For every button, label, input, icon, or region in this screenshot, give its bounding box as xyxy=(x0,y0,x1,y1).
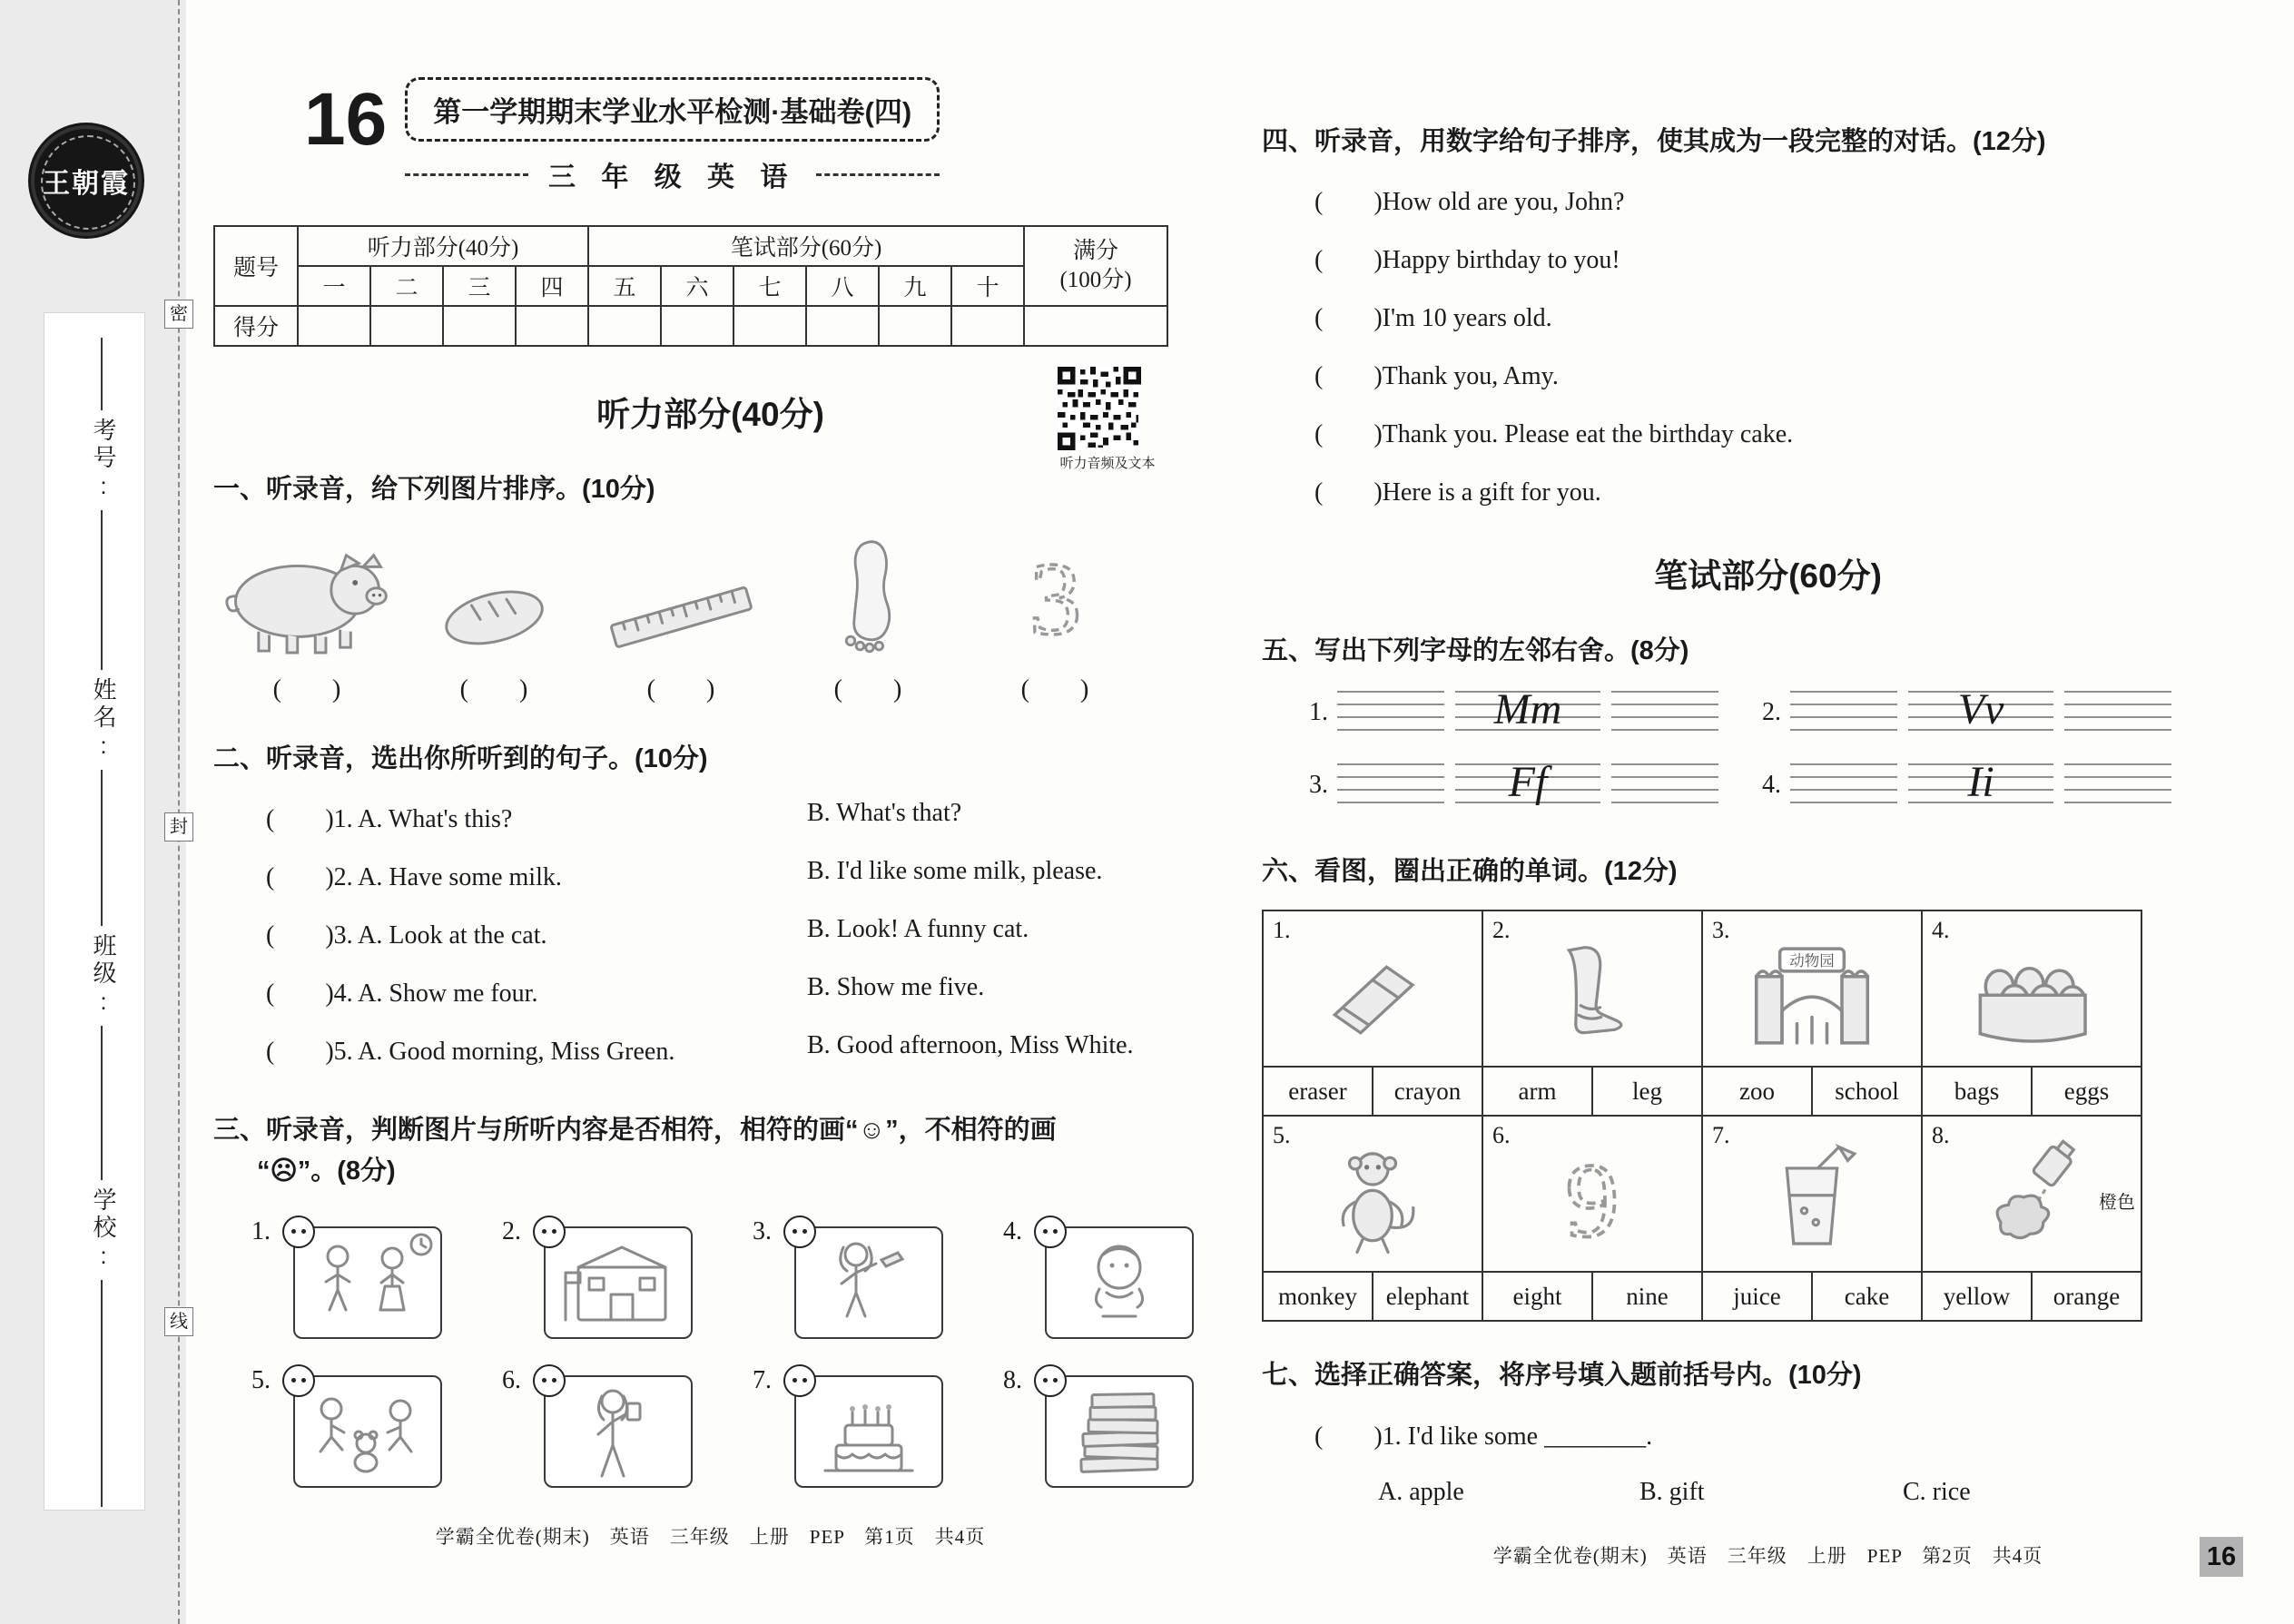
paper-subtitle-row xyxy=(405,154,940,194)
word-option: juice xyxy=(1702,1272,1812,1321)
pig-icon xyxy=(216,541,398,656)
q3-item xyxy=(1003,1216,1194,1339)
score-cell xyxy=(1024,306,1167,346)
q3-item xyxy=(753,1364,943,1488)
score-cell xyxy=(806,306,879,346)
answer-bracket: ( ) xyxy=(459,675,528,704)
face-to-draw xyxy=(533,1216,566,1248)
word-option: bags xyxy=(1922,1067,2032,1116)
girls-playing-icon xyxy=(297,1378,438,1485)
listening-part-header: 听力部分(40分) xyxy=(298,226,588,266)
score-cell xyxy=(298,306,370,346)
woman-drinking-icon xyxy=(547,1378,689,1485)
q4-line xyxy=(1262,414,2274,450)
written-heading-text: 笔试部分(60分) xyxy=(1654,557,1882,595)
face-to-draw xyxy=(1034,1216,1067,1248)
q4-line xyxy=(1262,240,2274,276)
q5-item xyxy=(1762,758,2171,807)
word-option: school xyxy=(1812,1067,1922,1116)
q3-item xyxy=(1003,1364,1194,1488)
q3-item xyxy=(502,1364,693,1488)
class-field: 班级: xyxy=(87,926,121,1026)
model-letters: Vv xyxy=(1957,685,2004,734)
seal-char: 线 xyxy=(164,1307,193,1336)
listening-section-heading xyxy=(213,387,1207,471)
q1-title: 一、听录音，给下列图片排序。(10分) xyxy=(213,475,655,504)
face-to-draw xyxy=(783,1216,816,1248)
option-b: B. What's that? xyxy=(807,799,962,828)
col-1: 一 xyxy=(298,266,370,306)
q6-image-cell xyxy=(1482,1116,1702,1272)
word-option: cake xyxy=(1812,1272,1922,1321)
model-letters: Mm xyxy=(1493,685,1562,734)
number-nine-icon xyxy=(1534,1139,1650,1259)
foot-icon xyxy=(833,536,902,656)
option-a: A. Look at the cat. xyxy=(358,921,547,950)
q3-item xyxy=(502,1216,693,1339)
face-to-draw xyxy=(282,1216,315,1248)
q6-image-cell xyxy=(1263,910,1482,1067)
word-option: crayon xyxy=(1373,1067,1482,1116)
q5-title: 五、写出下列字母的左邻右舍。(8分) xyxy=(1262,636,1689,666)
score-cell xyxy=(588,306,661,346)
item-number: 8. xyxy=(1932,1122,1950,1149)
paper-subtitle: 三 年 级 英 语 xyxy=(548,162,797,192)
eraser-icon xyxy=(1313,935,1433,1055)
qr-caption: 听力音频及文本 xyxy=(1059,456,1156,471)
seal-char: 封 xyxy=(164,812,193,842)
svg-text:3: 3 xyxy=(1029,544,1082,656)
word-option: yellow xyxy=(1922,1272,2032,1321)
q7-item: ( )1. I'd like some ________. xyxy=(1314,1422,1653,1451)
score-cell xyxy=(661,306,733,346)
item-number: 3. xyxy=(1712,917,1730,944)
q4-line xyxy=(1262,472,2274,508)
svg-text:9: 9 xyxy=(1565,1142,1620,1260)
item-number: 8. xyxy=(1003,1365,1022,1394)
qr-code-icon xyxy=(1058,367,1141,450)
option-b: B. gift xyxy=(1639,1477,1705,1506)
page-1 xyxy=(213,77,1207,1550)
word-option: leg xyxy=(1592,1067,1702,1116)
page-number-badge: 16 xyxy=(2200,1537,2243,1577)
number-three-icon xyxy=(1013,544,1097,656)
answer-bracket: ( ) xyxy=(1314,478,1383,507)
q4-line xyxy=(1262,298,2274,334)
score-table-corner: 题号 xyxy=(214,226,298,306)
q1-item xyxy=(774,520,961,705)
q6-image-cell xyxy=(1482,910,1702,1067)
score-cell xyxy=(516,306,588,346)
item-number: 5. xyxy=(251,1365,271,1394)
name-field: 姓名: xyxy=(87,670,121,770)
leg-icon xyxy=(1534,938,1650,1054)
book-stack-icon xyxy=(1049,1378,1190,1485)
q2-row xyxy=(213,973,1207,1009)
q7-title: 七、选择正确答案，将序号填入题前括号内。(10分) xyxy=(1262,1361,1862,1391)
word-option: eraser xyxy=(1263,1067,1373,1116)
q4-sentence: How old are you, John? xyxy=(1382,188,1625,217)
school-gate-icon xyxy=(547,1229,689,1336)
col-7: 七 xyxy=(733,266,806,306)
option-a: A. apple xyxy=(1378,1477,1464,1506)
score-row-label: 得分 xyxy=(214,306,298,346)
logo-ring xyxy=(41,135,135,230)
option-b: B. Look! A funny cat. xyxy=(807,915,1029,944)
q4-line xyxy=(1262,356,2274,392)
option-a: A. What's this? xyxy=(358,805,513,834)
q5-grid xyxy=(1262,685,2274,807)
egg-box-icon xyxy=(1967,946,2096,1053)
item-number: 1. xyxy=(1273,917,1291,944)
ruler-icon xyxy=(600,576,762,656)
seal-char: 密 xyxy=(164,300,193,329)
full-score-value: (100分) xyxy=(1059,268,1132,292)
col-5: 五 xyxy=(588,266,661,306)
dash-line xyxy=(816,173,940,176)
col-4: 四 xyxy=(516,266,588,306)
item-number: 3. xyxy=(1309,771,1328,800)
q3-grid xyxy=(213,1216,1207,1488)
word-option: eight xyxy=(1482,1272,1592,1321)
qr-block xyxy=(1058,367,1157,472)
q6-image-cell xyxy=(1702,1116,1922,1272)
q5-item xyxy=(1762,685,2171,734)
answer-bracket: ( ) xyxy=(833,675,902,704)
q6-image-cell xyxy=(1702,910,1922,1067)
word-option: monkey xyxy=(1263,1272,1373,1321)
item-number: 5. xyxy=(1273,1122,1291,1149)
orange-paint-icon xyxy=(1974,1139,2090,1259)
answer-bracket: ( ) xyxy=(1314,304,1383,333)
item-number: 2. xyxy=(1492,917,1511,944)
q4-sentence: Thank you, Amy. xyxy=(1382,362,1559,391)
q6-table xyxy=(1262,910,2142,1322)
item-number: 1. xyxy=(1309,698,1328,727)
exam-number-field: 考号: xyxy=(87,410,121,510)
score-cell xyxy=(370,306,443,346)
handwriting-lines xyxy=(1337,685,1718,734)
item-number: 1. xyxy=(251,1216,271,1245)
q6-image-cell xyxy=(1922,910,2141,1067)
q2-row xyxy=(213,1031,1207,1068)
q1-item xyxy=(400,520,587,705)
answer-bracket: ( ) xyxy=(1020,675,1089,704)
col-6: 六 xyxy=(661,266,733,306)
q4-title: 四、听录音，用数字给句子排序，使其成为一段完整的对话。(12分) xyxy=(1262,127,2046,156)
model-letters: Ii xyxy=(1967,758,1994,807)
binding-strip xyxy=(0,0,186,1624)
written-section-heading xyxy=(1262,548,2274,597)
q4-line xyxy=(1262,182,2274,218)
word-option: arm xyxy=(1482,1067,1592,1116)
q1-item xyxy=(961,520,1148,705)
q3-title-line1: 三、听录音，判断图片与所听内容是否相符，相符的画“☺”，不相符的画 xyxy=(213,1116,1057,1146)
answer-bracket: ( ) xyxy=(1314,420,1383,449)
full-score-label: 满分 xyxy=(1073,238,1119,263)
juice-glass-icon xyxy=(1754,1139,1870,1259)
dash-line xyxy=(405,173,528,176)
bread-icon xyxy=(433,576,556,656)
handwriting-lines xyxy=(1790,685,2171,734)
q4-sentence: Happy birthday to you! xyxy=(1382,246,1620,275)
face-to-draw xyxy=(533,1364,566,1397)
paper-number: 16 xyxy=(304,78,388,161)
q3-item xyxy=(251,1364,442,1488)
word-option: orange xyxy=(2032,1272,2141,1321)
option-b: B. Show me five. xyxy=(807,973,985,1002)
face-to-draw xyxy=(1034,1364,1067,1397)
student-info-line xyxy=(101,338,103,1507)
q3-item xyxy=(753,1216,943,1339)
item-number: 7. xyxy=(753,1365,772,1394)
word-option: elephant xyxy=(1373,1272,1482,1321)
q1-item xyxy=(587,520,774,705)
answer-bracket: ( ) xyxy=(272,675,341,704)
word-option: eggs xyxy=(2032,1067,2141,1116)
score-cell xyxy=(879,306,951,346)
listening-heading-text: 听力部分(40分) xyxy=(596,396,824,433)
logo-text: 王朝霞 xyxy=(43,169,130,199)
q5-item xyxy=(1309,685,1718,734)
face-to-draw xyxy=(282,1364,315,1397)
answer-bracket: ( )2. xyxy=(266,863,353,892)
monkey-icon xyxy=(1314,1140,1431,1260)
writing-part-header: 笔试部分(60分) xyxy=(588,226,1024,266)
zoo-gate-icon xyxy=(1748,936,1876,1056)
color-note: 橙色 xyxy=(2099,1193,2135,1214)
q4-sentence: Thank you. Please eat the birthday cake. xyxy=(1382,420,1794,449)
col-2: 二 xyxy=(370,266,443,306)
score-cell xyxy=(951,306,1024,346)
handwriting-lines xyxy=(1790,758,2171,807)
shy-boy-icon xyxy=(1049,1229,1190,1336)
col-9: 九 xyxy=(879,266,951,306)
q2-title: 二、听录音，选出你所听到的句子。(10分) xyxy=(213,744,708,774)
answer-bracket: ( )1. xyxy=(266,805,353,834)
item-number: 4. xyxy=(1762,771,1781,800)
option-a: A. Good morning, Miss Green. xyxy=(358,1038,675,1067)
answer-bracket: ( ) xyxy=(1314,246,1383,275)
score-table xyxy=(213,225,1168,347)
q3-title-line2: “☹”。(8分) xyxy=(257,1156,396,1186)
paper-title: 第一学期期末学业水平检测·基础卷(四) xyxy=(405,77,940,142)
paper-header xyxy=(304,77,1207,194)
item-number: 6. xyxy=(502,1365,521,1394)
publisher-logo xyxy=(31,125,142,236)
col-3: 三 xyxy=(443,266,516,306)
q1-picture-row xyxy=(213,520,1207,705)
option-a: A. Show me four. xyxy=(358,979,538,1009)
full-score-cell xyxy=(1024,226,1167,306)
item-number: 7. xyxy=(1712,1122,1730,1149)
q4-sentence: I'm 10 years old. xyxy=(1382,304,1552,333)
handwriting-lines xyxy=(1337,758,1718,807)
answer-bracket: ( )5. xyxy=(266,1038,353,1067)
item-number: 6. xyxy=(1492,1122,1511,1149)
page-footer: 学霸全优卷(期末) 英语 三年级 上册 PEP 第1页 共4页 xyxy=(435,1525,986,1548)
page-2 xyxy=(1262,77,2274,1569)
q3-item xyxy=(251,1216,442,1339)
word-option: zoo xyxy=(1702,1067,1812,1116)
option-a: A. Have some milk. xyxy=(358,863,562,892)
option-b: B. I'd like some milk, please. xyxy=(807,857,1103,886)
answer-bracket: ( )4. xyxy=(266,979,353,1009)
answer-bracket: ( )3. xyxy=(266,921,353,950)
item-number: 2. xyxy=(1762,698,1781,727)
paper-sheet xyxy=(170,0,2294,1624)
item-number: 4. xyxy=(1932,917,1950,944)
q2-row xyxy=(213,915,1207,951)
q7-options xyxy=(1262,1478,2274,1507)
zoo-sign-text: 动物园 xyxy=(1789,952,1835,970)
kids-greeting-icon xyxy=(297,1229,438,1336)
answer-bracket: ( ) xyxy=(1314,362,1383,391)
score-cell xyxy=(443,306,516,346)
col-8: 八 xyxy=(806,266,879,306)
school-field: 学校: xyxy=(87,1180,121,1280)
answer-bracket: ( ) xyxy=(1314,188,1383,217)
face-to-draw xyxy=(783,1364,816,1397)
q6-image-cell xyxy=(1263,1116,1482,1272)
birthday-cake-icon xyxy=(798,1378,940,1485)
q2-row xyxy=(213,857,1207,893)
q2-row xyxy=(213,799,1207,835)
model-letters: Ff xyxy=(1508,758,1548,807)
q6-title: 六、看图，圈出正确的单词。(12分) xyxy=(1262,857,1678,887)
q6-image-cell xyxy=(1922,1116,2141,1272)
option-b: B. Good afternoon, Miss White. xyxy=(807,1031,1134,1060)
q1-item xyxy=(213,520,400,705)
q5-item xyxy=(1309,758,1718,807)
page-footer: 学霸全优卷(期末) 英语 三年级 上册 PEP 第2页 共4页 xyxy=(1492,1544,2043,1567)
option-c: C. rice xyxy=(1903,1477,1971,1506)
item-number: 3. xyxy=(753,1216,772,1245)
score-cell xyxy=(733,306,806,346)
answer-bracket: ( ) xyxy=(646,675,715,704)
q4-sentence: Here is a gift for you. xyxy=(1382,478,1601,507)
item-number: 4. xyxy=(1003,1216,1022,1245)
word-option: nine xyxy=(1592,1272,1702,1321)
girl-with-crayon-icon xyxy=(798,1229,940,1336)
col-10: 十 xyxy=(951,266,1024,306)
item-number: 2. xyxy=(502,1216,521,1245)
